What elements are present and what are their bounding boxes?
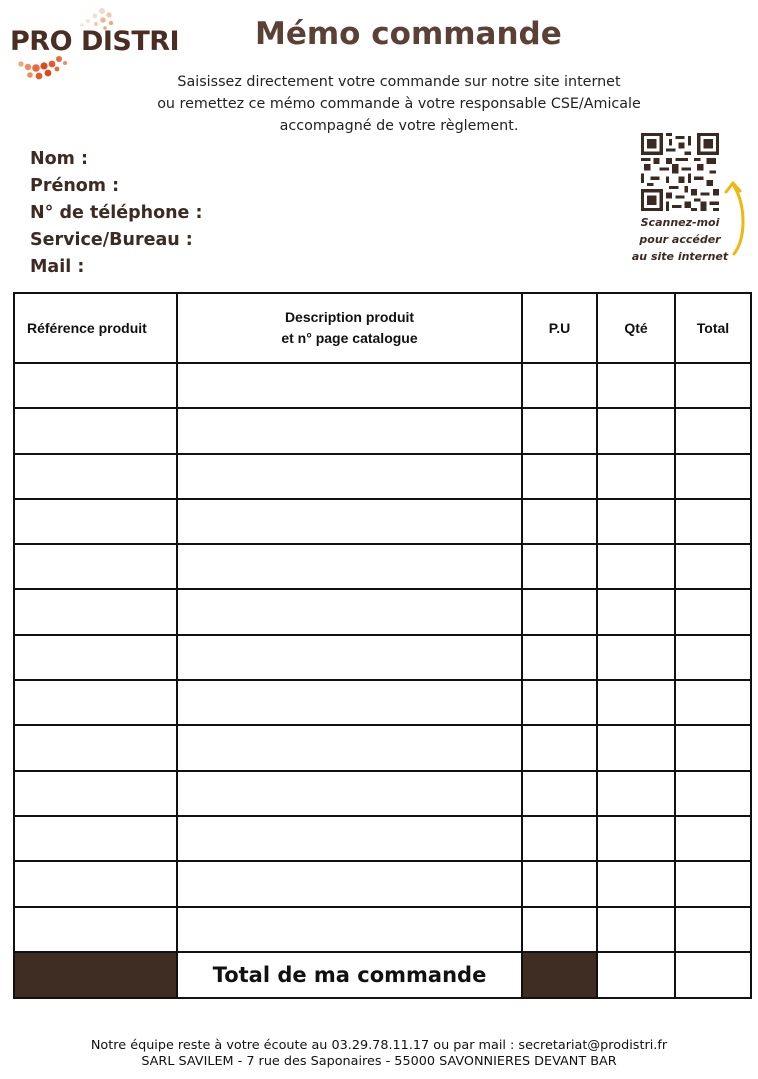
header-pu: P.U (522, 293, 597, 363)
cell-pu[interactable] (522, 725, 597, 770)
total-row-filler-pu (522, 952, 597, 998)
footer-address: SARL SAVILEM - 7 rue des Saponaires - 55000 SAVONNIERES DEVANT BAR (141, 1054, 617, 1069)
cell-description[interactable] (177, 725, 522, 770)
cell-description[interactable] (177, 861, 522, 906)
cell-description[interactable] (177, 589, 522, 634)
table-row (14, 861, 751, 906)
total-qte-cell[interactable] (597, 952, 675, 998)
customer-fields (30, 146, 203, 281)
cell-pu[interactable] (522, 907, 597, 952)
footer (0, 1038, 758, 1070)
cell-total[interactable] (675, 907, 751, 952)
logo-text (10, 26, 179, 57)
cell-qte[interactable] (597, 408, 675, 453)
table-row (14, 589, 751, 634)
total-amount-cell[interactable] (675, 952, 751, 998)
cell-total[interactable] (675, 725, 751, 770)
cell-total[interactable] (675, 771, 751, 816)
table-row (14, 499, 751, 544)
cell-pu[interactable] (522, 499, 597, 544)
field-nom[interactable]: Nom : (30, 149, 88, 169)
header-description-line-1: Description produit (284, 309, 415, 325)
cell-qte[interactable] (597, 907, 675, 952)
cell-total[interactable] (675, 544, 751, 589)
header-description-line-2: et n° page catalogue (281, 330, 418, 346)
intro-line-1: Saisissez directement votre commande sur notre site internet (177, 74, 621, 90)
cell-qte[interactable] (597, 680, 675, 725)
cell-pu[interactable] (522, 635, 597, 680)
cell-pu[interactable] (522, 861, 597, 906)
cell-reference[interactable] (14, 725, 177, 770)
table-row (14, 363, 751, 408)
cell-qte[interactable] (597, 589, 675, 634)
header-reference: Référence produit (14, 293, 177, 363)
cell-description[interactable] (177, 771, 522, 816)
cell-reference[interactable] (14, 454, 177, 499)
field-prenom[interactable]: Prénom : (30, 176, 120, 196)
cell-pu[interactable] (522, 363, 597, 408)
cell-pu[interactable] (522, 408, 597, 453)
order-body (14, 363, 751, 998)
cell-qte[interactable] (597, 816, 675, 861)
table-row (14, 725, 751, 770)
cell-reference[interactable] (14, 771, 177, 816)
cell-reference[interactable] (14, 363, 177, 408)
cell-total[interactable] (675, 363, 751, 408)
cell-reference[interactable] (14, 499, 177, 544)
cell-qte[interactable] (597, 771, 675, 816)
header-qte: Qté (597, 293, 675, 363)
cell-total[interactable] (675, 635, 751, 680)
qr-caption-line-2: pour accéder (639, 233, 721, 246)
cell-reference[interactable] (14, 408, 177, 453)
intro-line-3: accompagné de votre règlement. (279, 118, 519, 134)
field-telephone[interactable]: N° de téléphone : (30, 203, 203, 223)
header-description (177, 293, 522, 363)
cell-qte[interactable] (597, 861, 675, 906)
cell-total[interactable] (675, 861, 751, 906)
cell-pu[interactable] (522, 771, 597, 816)
cell-total[interactable] (675, 680, 751, 725)
intro-text (110, 71, 688, 137)
cell-pu[interactable] (522, 680, 597, 725)
table-row (14, 771, 751, 816)
cell-reference[interactable] (14, 907, 177, 952)
cell-description[interactable] (177, 454, 522, 499)
footer-contact: Notre équipe reste à votre écoute au 03.29.78.11.17 ou par mail : secretariat@prodistri.fr (90, 1038, 668, 1053)
cell-total[interactable] (675, 408, 751, 453)
cell-description[interactable] (177, 680, 522, 725)
arrow-up-icon (722, 178, 752, 258)
cell-reference[interactable] (14, 589, 177, 634)
cell-description[interactable] (177, 907, 522, 952)
table-row (14, 680, 751, 725)
cell-qte[interactable] (597, 544, 675, 589)
table-row (14, 544, 751, 589)
table-row (14, 816, 751, 861)
cell-total[interactable] (675, 499, 751, 544)
cell-reference[interactable] (14, 635, 177, 680)
cell-description[interactable] (177, 544, 522, 589)
total-row (14, 952, 751, 998)
cell-total[interactable] (675, 589, 751, 634)
table-row (14, 408, 751, 453)
cell-pu[interactable] (522, 454, 597, 499)
cell-total[interactable] (675, 454, 751, 499)
cell-description[interactable] (177, 499, 522, 544)
table-row (14, 635, 751, 680)
logo-text-pro: PRO (10, 26, 73, 57)
cell-total[interactable] (675, 816, 751, 861)
page-title: Mémo commande (255, 16, 562, 52)
qr-code-icon[interactable] (641, 133, 719, 211)
total-row-filler-left (14, 952, 177, 998)
cell-pu[interactable] (522, 544, 597, 589)
qr-caption-line-3: au site internet (631, 250, 729, 263)
cell-reference[interactable] (14, 544, 177, 589)
field-service[interactable]: Service/Bureau : (30, 230, 193, 250)
cell-pu[interactable] (522, 589, 597, 634)
cell-qte[interactable] (597, 454, 675, 499)
cell-reference[interactable] (14, 861, 177, 906)
cell-qte[interactable] (597, 363, 675, 408)
cell-qte[interactable] (597, 635, 675, 680)
field-mail[interactable]: Mail : (30, 257, 85, 277)
cell-reference[interactable] (14, 816, 177, 861)
logo-text-distri: DISTRI (72, 26, 180, 57)
qr-caption (624, 214, 736, 265)
cell-reference[interactable] (14, 680, 177, 725)
cell-description[interactable] (177, 816, 522, 861)
order-table (13, 292, 752, 999)
cell-qte[interactable] (597, 725, 675, 770)
table-header-row (14, 293, 751, 363)
cell-pu[interactable] (522, 816, 597, 861)
total-label: Total de ma commande (177, 952, 522, 998)
table-row (14, 907, 751, 952)
intro-line-2: ou remettez ce mémo commande à votre responsable CSE/Amicale (157, 96, 641, 112)
table-row (14, 454, 751, 499)
qr-caption-line-1: Scannez-moi (640, 216, 720, 229)
cell-description[interactable] (177, 635, 522, 680)
header-total: Total (675, 293, 751, 363)
cell-description[interactable] (177, 363, 522, 408)
cell-qte[interactable] (597, 499, 675, 544)
cell-description[interactable] (177, 408, 522, 453)
